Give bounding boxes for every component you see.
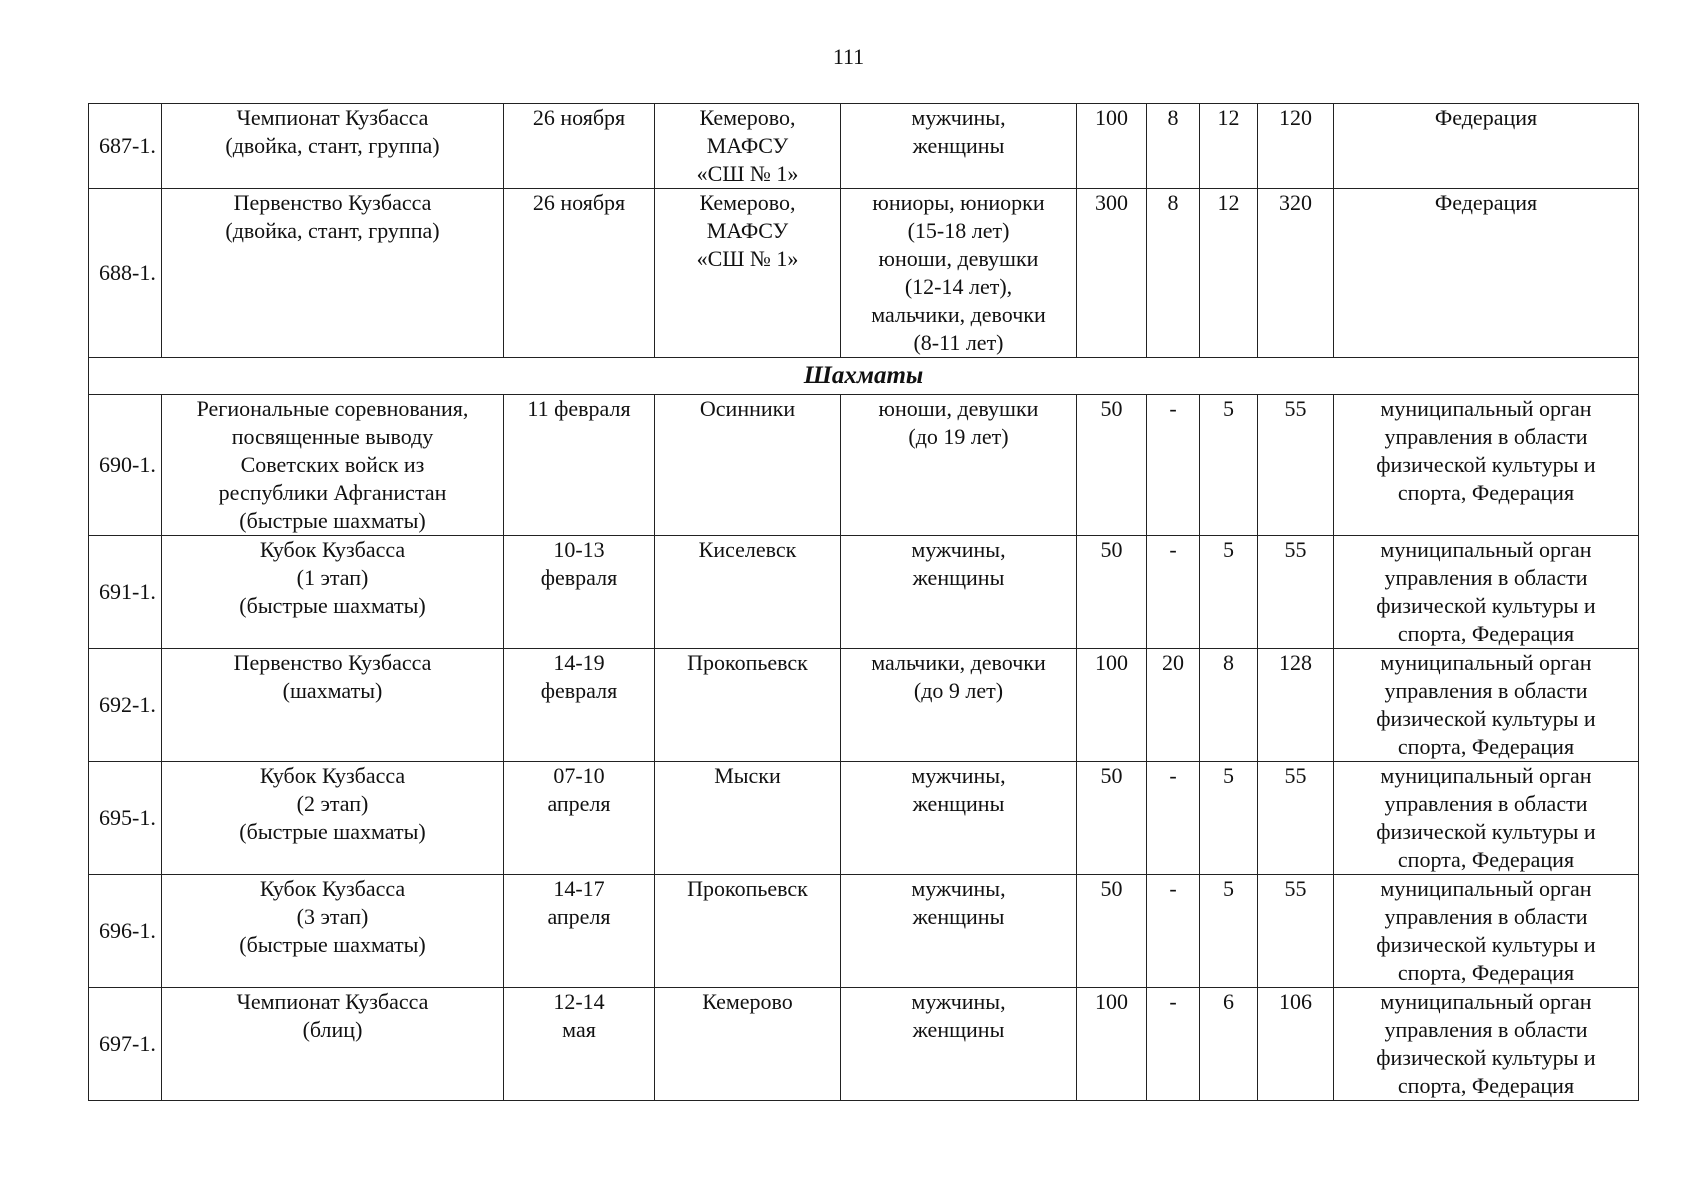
count-total: 55	[1258, 395, 1334, 536]
event-name-line: Региональные соревнования,	[196, 396, 469, 421]
event-name-line: республики Афганистан	[218, 480, 447, 505]
event-date-line: апреля	[547, 904, 611, 929]
event-name-line: (быстрые шахматы)	[239, 593, 426, 618]
row-number: 691-1.	[89, 536, 162, 649]
event-name-line: (двойка, стант, группа)	[225, 218, 440, 243]
count-total: 320	[1258, 189, 1334, 358]
event-place-line: МАФСУ	[706, 218, 789, 243]
count-judges: 5	[1200, 762, 1258, 875]
event-place-line: «СШ № 1»	[696, 161, 799, 186]
event-participants	[841, 395, 1077, 536]
count-judges: 5	[1200, 875, 1258, 988]
event-organizer-line: спорта, Федерация	[1397, 480, 1575, 505]
event-participants	[841, 649, 1077, 762]
event-participants-line: мальчики, девочки	[871, 302, 1046, 327]
event-organizer-line: муниципальный орган	[1380, 989, 1592, 1014]
event-organizer	[1334, 649, 1639, 762]
event-name-line: (шахматы)	[282, 678, 383, 703]
row-number: 688-1.	[89, 189, 162, 358]
count-coaches: -	[1147, 762, 1200, 875]
event-name	[162, 875, 504, 988]
count-participants: 100	[1077, 988, 1147, 1101]
event-organizer	[1334, 536, 1639, 649]
count-coaches: 20	[1147, 649, 1200, 762]
event-organizer-line: муниципальный орган	[1380, 876, 1592, 901]
event-organizer	[1334, 988, 1639, 1101]
event-participants-line: мужчины,	[911, 537, 1006, 562]
event-participants	[841, 762, 1077, 875]
event-place	[655, 875, 841, 988]
event-organizer	[1334, 875, 1639, 988]
event-organizer-line: управления в области	[1384, 565, 1588, 590]
event-organizer-line: управления в области	[1384, 424, 1588, 449]
event-date-line: мая	[562, 1017, 596, 1042]
event-name-line: (2 этап)	[296, 791, 369, 816]
event-date	[504, 988, 655, 1101]
event-participants-line: женщины	[912, 565, 1005, 590]
event-participants-line: женщины	[912, 904, 1005, 929]
event-date-line: февраля	[540, 678, 618, 703]
event-participants-line: мужчины,	[911, 876, 1006, 901]
event-name-line: (1 этап)	[296, 565, 369, 590]
event-participants-line: мальчики, девочки	[871, 650, 1046, 675]
event-organizer-line: муниципальный орган	[1380, 650, 1592, 675]
event-participants	[841, 536, 1077, 649]
event-organizer-line: управления в области	[1384, 678, 1588, 703]
event-name	[162, 536, 504, 649]
event-place	[655, 395, 841, 536]
event-name-line: Первенство Кузбасса	[233, 650, 432, 675]
event-organizer-line: физической культуры и	[1376, 932, 1596, 957]
event-organizer	[1334, 395, 1639, 536]
event-date-line: 10-13	[553, 537, 605, 562]
count-coaches: -	[1147, 988, 1200, 1101]
row-number: 697-1.	[89, 988, 162, 1101]
count-participants: 50	[1077, 875, 1147, 988]
event-name-line: Чемпионат Кузбасса	[236, 989, 429, 1014]
event-participants-line: мужчины,	[911, 105, 1006, 130]
table-row	[89, 762, 1639, 875]
event-name-line: (быстрые шахматы)	[239, 819, 426, 844]
event-participants-line: женщины	[912, 133, 1005, 158]
event-place-line: Кемерово,	[699, 190, 796, 215]
event-organizer-line: физической культуры и	[1376, 593, 1596, 618]
event-name-line: Первенство Кузбасса	[233, 190, 432, 215]
event-date-line: 14-17	[553, 876, 605, 901]
event-organizer-line: спорта, Федерация	[1397, 734, 1575, 759]
event-date	[504, 189, 655, 358]
event-name-line: посвященные выводу	[231, 424, 434, 449]
table-row	[89, 649, 1639, 762]
count-coaches: -	[1147, 395, 1200, 536]
event-organizer	[1334, 104, 1639, 189]
event-name-line: (3 этап)	[296, 904, 369, 929]
count-participants: 100	[1077, 649, 1147, 762]
event-participants-line: юноши, девушки	[878, 246, 1039, 271]
event-name	[162, 104, 504, 189]
event-name-line: Чемпионат Кузбасса	[236, 105, 429, 130]
event-place	[655, 649, 841, 762]
event-name-line: Советских войск из	[240, 452, 425, 477]
event-name-line: (блиц)	[302, 1017, 363, 1042]
event-date	[504, 104, 655, 189]
event-participants-line: женщины	[912, 791, 1005, 816]
event-organizer	[1334, 189, 1639, 358]
event-organizer-line: спорта, Федерация	[1397, 960, 1575, 985]
event-organizer-line: Федерация	[1434, 105, 1538, 130]
event-organizer-line: физической культуры и	[1376, 706, 1596, 731]
event-participants-line: мужчины,	[911, 763, 1006, 788]
count-participants: 50	[1077, 536, 1147, 649]
table-row	[89, 988, 1639, 1101]
event-organizer-line: спорта, Федерация	[1397, 621, 1575, 646]
section-title: Шахматы	[89, 358, 1639, 395]
count-judges: 12	[1200, 104, 1258, 189]
event-participants-line: (до 9 лет)	[913, 678, 1004, 703]
count-total: 106	[1258, 988, 1334, 1101]
event-place	[655, 762, 841, 875]
event-participants-line: женщины	[912, 1017, 1005, 1042]
event-organizer-line: управления в области	[1384, 904, 1588, 929]
event-place-line: Прокопьевск	[687, 650, 808, 675]
event-date-line: февраля	[540, 565, 618, 590]
event-date-line: 26 ноября	[532, 190, 626, 215]
table-row	[89, 189, 1639, 358]
event-organizer-line: управления в области	[1384, 791, 1588, 816]
event-date	[504, 649, 655, 762]
event-name-line: Кубок Кузбасса	[259, 537, 406, 562]
event-place-line: Прокопьевск	[687, 876, 808, 901]
event-date	[504, 395, 655, 536]
table-row	[89, 104, 1639, 189]
count-judges: 5	[1200, 536, 1258, 649]
event-name-line: (быстрые шахматы)	[239, 508, 426, 533]
event-date	[504, 536, 655, 649]
event-place	[655, 189, 841, 358]
event-date-line: 12-14	[553, 989, 605, 1014]
count-total: 55	[1258, 875, 1334, 988]
count-judges: 8	[1200, 649, 1258, 762]
event-organizer-line: физической культуры и	[1376, 1045, 1596, 1070]
event-organizer-line: физической культуры и	[1376, 819, 1596, 844]
row-number: 695-1.	[89, 762, 162, 875]
row-number: 696-1.	[89, 875, 162, 988]
event-organizer-line: муниципальный орган	[1380, 396, 1592, 421]
count-coaches: 8	[1147, 104, 1200, 189]
event-name	[162, 395, 504, 536]
count-judges: 6	[1200, 988, 1258, 1101]
event-place-line: МАФСУ	[706, 133, 789, 158]
count-total: 55	[1258, 536, 1334, 649]
event-organizer	[1334, 762, 1639, 875]
event-place-line: Кемерово	[702, 989, 793, 1014]
count-total: 55	[1258, 762, 1334, 875]
event-place-line: «СШ № 1»	[696, 246, 799, 271]
event-place-line: Мыски	[714, 763, 781, 788]
count-total: 120	[1258, 104, 1334, 189]
event-name	[162, 988, 504, 1101]
event-participants	[841, 875, 1077, 988]
count-coaches: -	[1147, 536, 1200, 649]
count-participants: 100	[1077, 104, 1147, 189]
count-coaches: -	[1147, 875, 1200, 988]
event-organizer-line: управления в области	[1384, 1017, 1588, 1042]
event-date-line: 11 февраля	[527, 396, 631, 421]
event-place-line: Кемерово,	[699, 105, 796, 130]
event-place	[655, 536, 841, 649]
event-place-line: Осинники	[699, 396, 796, 421]
row-number: 692-1.	[89, 649, 162, 762]
event-organizer-line: спорта, Федерация	[1397, 847, 1575, 872]
event-organizer-line: спорта, Федерация	[1397, 1073, 1575, 1098]
count-participants: 50	[1077, 395, 1147, 536]
event-organizer-line: муниципальный орган	[1380, 537, 1592, 562]
count-participants: 50	[1077, 762, 1147, 875]
event-participants-line: юниоры, юниорки	[872, 190, 1045, 215]
event-date-line: 07-10	[553, 763, 605, 788]
table-row	[89, 536, 1639, 649]
event-participants-line: мужчины,	[911, 989, 1006, 1014]
event-participants-line: (15-18 лет)	[907, 218, 1010, 243]
event-participants	[841, 104, 1077, 189]
count-judges: 12	[1200, 189, 1258, 358]
table-row	[89, 395, 1639, 536]
event-participants	[841, 189, 1077, 358]
table-row	[89, 875, 1639, 988]
event-organizer-line: Федерация	[1434, 190, 1538, 215]
event-participants	[841, 988, 1077, 1101]
row-number: 687-1.	[89, 104, 162, 189]
event-organizer-line: физической культуры и	[1376, 452, 1596, 477]
count-coaches: 8	[1147, 189, 1200, 358]
event-date-line: 26 ноября	[532, 105, 626, 130]
event-name-line: (быстрые шахматы)	[239, 932, 426, 957]
event-participants-line: юноши, девушки	[878, 396, 1039, 421]
event-name-line: Кубок Кузбасса	[259, 763, 406, 788]
event-participants-line: (12-14 лет),	[904, 274, 1013, 299]
count-participants: 300	[1077, 189, 1147, 358]
count-total: 128	[1258, 649, 1334, 762]
event-name	[162, 762, 504, 875]
event-place	[655, 988, 841, 1101]
event-name-line: (двойка, стант, группа)	[225, 133, 440, 158]
event-date	[504, 875, 655, 988]
event-date-line: апреля	[547, 791, 611, 816]
event-place	[655, 104, 841, 189]
event-organizer-line: муниципальный орган	[1380, 763, 1592, 788]
event-date	[504, 762, 655, 875]
event-name-line: Кубок Кузбасса	[259, 876, 406, 901]
page-number: 111	[832, 44, 865, 69]
row-number: 690-1.	[89, 395, 162, 536]
section-row	[89, 358, 1639, 395]
event-place-line: Киселевск	[698, 537, 797, 562]
event-name	[162, 189, 504, 358]
event-participants-line: (до 19 лет)	[908, 424, 1009, 449]
event-date-line: 14-19	[553, 650, 605, 675]
event-name	[162, 649, 504, 762]
event-participants-line: (8-11 лет)	[913, 330, 1004, 355]
events-table	[88, 103, 1639, 1101]
count-judges: 5	[1200, 395, 1258, 536]
